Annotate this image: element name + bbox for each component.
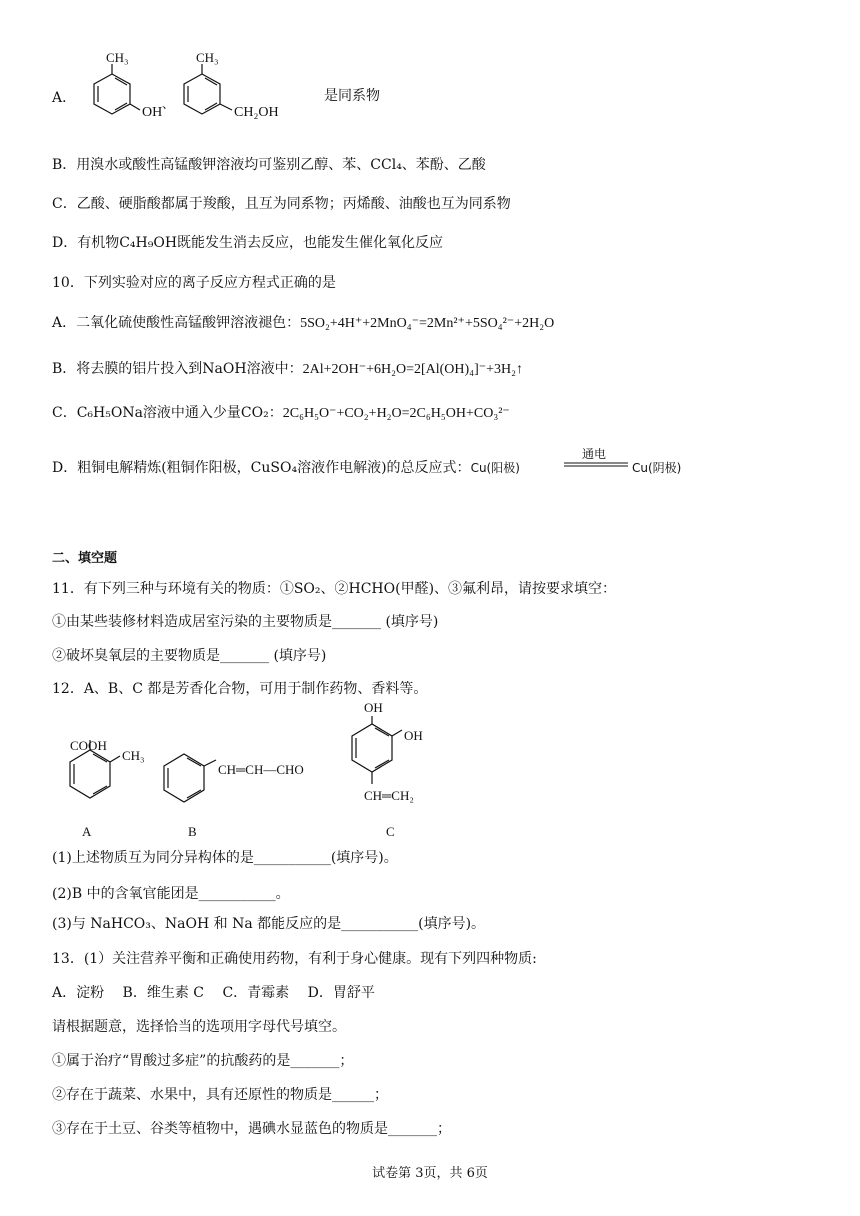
q11-sub2: ②破坏臭氧层的主要物质是_______ (填序号): [52, 648, 327, 664]
q12-sub1: (1)上述物质互为同分异构体的是___________(填序号)。: [52, 850, 398, 866]
q9-option-c: C．乙酸、硬脂酸都属于羧酸，且互为同系物；丙烯酸、油酸也互为同系物: [52, 196, 511, 212]
q10-d-left: Cu(阳极): [470, 461, 520, 475]
q12-c-label: C: [386, 824, 395, 839]
q10-option-c: [52, 403, 510, 424]
q12-stem: 12．A、B、C 都是芳香化合物，可用于制作药物、香料等。: [52, 681, 428, 697]
q9-a-separator: 、: [162, 97, 175, 111]
q10-stem: 10．下列实验对应的离子反应方程式正确的是: [52, 275, 336, 291]
section-heading: 二、填空题: [52, 551, 118, 566]
q10-b-prefix: B．将去膜的铝片投入到NaOH溶液中：: [52, 361, 303, 377]
q10-option-d: [52, 458, 520, 478]
q13-sub3: ③存在于土豆、谷类等植物中，遇碘水显蓝色的物质是_______；: [52, 1121, 451, 1137]
q10-d-prefix: D．粗铜电解精炼(粗铜作阳极，CuSO₄溶液作电解液)的总反应式：: [52, 460, 471, 476]
q10-d-right: Cu(阴极): [632, 461, 682, 475]
q12-structures: [40, 702, 460, 842]
q10-c-prefix: C．C₆H₅ONa溶液中通入少量CO₂：: [52, 405, 283, 421]
benzene-ring-icon: [352, 716, 402, 784]
q10-a-equation: 5SO₂+4H⁺+2MnO₄⁻=2Mn²⁺+5SO₄²⁻+2H₂O: [300, 316, 555, 331]
q12-b-label: B: [188, 824, 197, 839]
q13-options: A．淀粉 B．维生素 C C．青霉素 D．胃舒平: [52, 985, 375, 1001]
benzene-ring-icon: [94, 64, 140, 114]
q10-a-prefix: A．二氧化硫使酸性高锰酸钾溶液褪色：: [52, 315, 301, 331]
benzene-ring-icon: [184, 64, 232, 114]
page-footer: 试卷第 3页，共 6页: [372, 1166, 488, 1181]
q9-a-ch3-1: CH₃: [106, 50, 129, 65]
q9-option-d: D．有机物C₄H₉OH既能发生消去反应，也能发生催化氧化反应: [52, 235, 444, 251]
q9-a-ch3-2: CH₃: [196, 50, 219, 65]
q12-a-cooh: COOH: [70, 738, 107, 753]
q12-sub2: (2)B 中的含氧官能团是___________。: [52, 886, 290, 902]
q10-option-a: [52, 313, 554, 334]
q12-c-vinyl: CH═CH₂: [364, 788, 414, 803]
q10-c-equation: 2C₆H₅O⁻+CO₂+H₂O=2C₆H₅OH+CO₃²⁻: [282, 406, 510, 421]
q13-stem: 13．(1）关注营养平衡和正确使用药物，有利于身心健康。现有下列四种物质:: [52, 951, 537, 967]
q9-a-oh: OH: [142, 105, 163, 120]
q12-c-oh1: OH: [364, 700, 383, 715]
q9-option-b: B．用溴水或酸性高锰酸钾溶液均可鉴别乙醇、苯、CCl₄、苯酚、乙酸: [52, 157, 486, 173]
q12-sub3: (3)与 NaHCO₃、NaOH 和 Na 都能反应的是___________(填序号)。: [52, 916, 486, 932]
q10-d-condition-arrow: [562, 446, 632, 472]
q9-a-ch2oh: CH₂OH: [234, 105, 279, 120]
benzene-ring-icon: [164, 754, 216, 802]
q12-c-oh2: OH: [404, 728, 423, 743]
q13-sub2: ②存在于蔬菜、水果中，具有还原性的物质是______；: [52, 1087, 388, 1103]
q10-d-condition: 通电: [582, 447, 607, 461]
q9-option-a-structures: [72, 50, 332, 138]
q11-stem: 11．有下列三种与环境有关的物质：①SO₂、②HCHO(甲醛)、③氟利昂，请按要求填空：: [52, 581, 617, 597]
q9-option-a-label: A．: [52, 90, 77, 106]
q13-sub1: ①属于治疗“胃酸过多症”的抗酸药的是_______；: [52, 1053, 354, 1069]
q12-a-label: A: [82, 824, 92, 839]
q12-a-ch3: CH₃: [122, 748, 145, 763]
q10-option-b: [52, 359, 523, 380]
q12-b-chain: CH═CH—CHO: [218, 762, 304, 777]
q9-option-a-text: 是同系物: [324, 88, 380, 104]
q10-b-equation: 2Al+2OH⁻+6H₂O=2[Al(OH)₄]⁻+3H₂↑: [302, 362, 524, 377]
q13-instruction: 请根据题意，选择恰当的选项用字母代号填空。: [52, 1019, 346, 1035]
q11-sub1: ①由某些装修材料造成居室污染的主要物质是_______ (填序号): [52, 614, 439, 630]
